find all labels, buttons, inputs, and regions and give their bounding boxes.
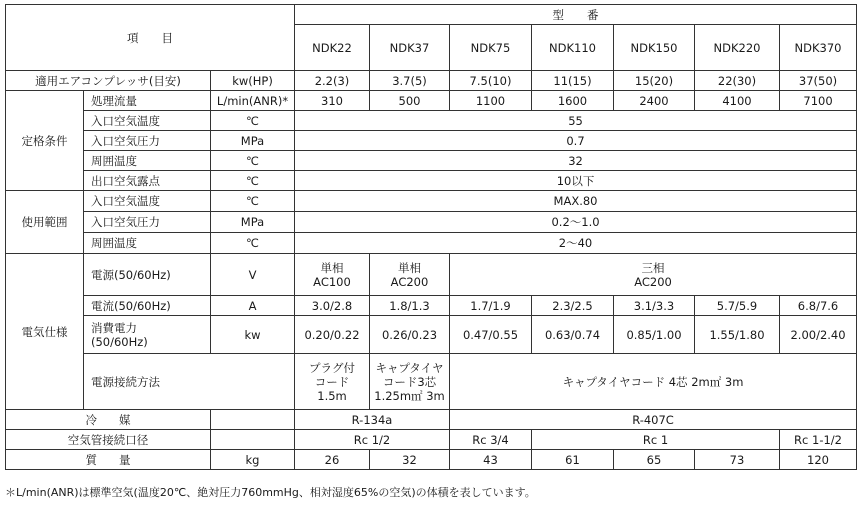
rated-dewpoint-unit: ℃ — [211, 171, 295, 191]
rated-flow-row — [6, 91, 857, 111]
flow-value: 1100 — [450, 91, 532, 111]
refrigerant-label-char: 媒 — [119, 412, 131, 427]
rated-inlet-pressure-label: 入口空気圧力 — [84, 131, 211, 151]
connection-rest: キャプタイヤコード 4芯 2m㎡ 3m — [450, 354, 857, 410]
compressor-value: 2.2(3) — [295, 71, 370, 91]
consumption-row — [6, 316, 857, 354]
rated-ambient-label: 周囲温度 — [84, 151, 211, 171]
spec-table — [5, 4, 857, 470]
mass-value: 73 — [695, 450, 780, 470]
rated-dewpoint-row — [6, 171, 857, 191]
refrigerant-value-2: R-407C — [450, 410, 857, 430]
mass-value: 120 — [780, 450, 857, 470]
current-label: 電流(50/60Hz) — [84, 296, 211, 316]
refrigerant-label — [6, 410, 211, 430]
header-item: 項 目 — [6, 5, 295, 71]
current-value: 2.3/2.5 — [532, 296, 614, 316]
rated-inlet-temp-value: 55 — [295, 111, 857, 131]
mass-value: 32 — [370, 450, 450, 470]
mass-value: 61 — [532, 450, 614, 470]
flow-value: 2400 — [614, 91, 695, 111]
rated-ambient-value: 32 — [295, 151, 857, 171]
model-ndk150: NDK150 — [614, 25, 695, 71]
mass-value: 43 — [450, 450, 532, 470]
spec-table-container — [5, 4, 856, 470]
model-ndk22: NDK22 — [295, 25, 370, 71]
mass-value: 26 — [295, 450, 370, 470]
connection-line: 1.25m㎡ 3m — [374, 388, 445, 403]
rated-ambient-row — [6, 151, 857, 171]
power-rest — [450, 254, 857, 296]
consumption-value: 0.26/0.23 — [370, 316, 450, 354]
header-row-1 — [6, 5, 857, 25]
flow-value: 1600 — [532, 91, 614, 111]
pipe-value-2: Rc 3/4 — [450, 430, 532, 450]
power-label: 電源(50/60Hz) — [84, 254, 211, 296]
power-voltage: AC200 — [390, 274, 429, 289]
rated-inlet-temp-unit: ℃ — [211, 111, 295, 131]
pipe-label: 空気管接続口径 — [6, 430, 211, 450]
power-phase: 三相 — [641, 260, 665, 275]
range-inlet-temp-row — [6, 191, 857, 212]
power-ndk37 — [370, 254, 450, 296]
connection-ndk22 — [295, 354, 370, 410]
consumption-label-line: (50/60Hz) — [91, 334, 148, 349]
range-inlet-temp-unit: ℃ — [211, 191, 295, 212]
range-inlet-pressure-value: 0.2～1.0 — [295, 212, 857, 233]
current-value: 1.8/1.3 — [370, 296, 450, 316]
power-row — [6, 254, 857, 296]
connection-ndk37 — [370, 354, 450, 410]
current-value: 3.1/3.3 — [614, 296, 695, 316]
consumption-value: 0.85/1.00 — [614, 316, 695, 354]
power-voltage: AC200 — [634, 274, 672, 289]
mass-row — [6, 450, 857, 470]
compressor-label: 適用エアコンプレッサ(目安) — [6, 71, 211, 91]
connection-row — [6, 354, 857, 410]
range-group-label: 使用範囲 — [6, 191, 84, 254]
consumption-unit: kw — [211, 316, 295, 354]
compressor-value: 3.7(5) — [370, 71, 450, 91]
range-inlet-pressure-unit: MPa — [211, 212, 295, 233]
mass-label-char: 質 — [85, 452, 97, 467]
consumption-value: 2.00/2.40 — [780, 316, 857, 354]
consumption-label-line: 消費電力 — [91, 320, 137, 335]
mass-value: 65 — [614, 450, 695, 470]
pipe-value-1: Rc 1/2 — [295, 430, 450, 450]
electrical-group-label: 電気仕様 — [6, 254, 84, 410]
power-phase: 単相 — [320, 260, 344, 275]
model-ndk220: NDK220 — [695, 25, 780, 71]
range-inlet-pressure-label: 入口空気圧力 — [84, 212, 211, 233]
rated-inlet-pressure-value: 0.7 — [295, 131, 857, 151]
flow-value: 310 — [295, 91, 370, 111]
power-unit: V — [211, 254, 295, 296]
compressor-value: 7.5(10) — [450, 71, 532, 91]
range-inlet-temp-label: 入口空気温度 — [84, 191, 211, 212]
connection-line: キャプタイヤ — [375, 360, 444, 375]
rated-inlet-temp-label: 入口空気温度 — [84, 111, 211, 131]
mass-label — [6, 450, 211, 470]
footnote: ＊L/min(ANR)は標準空気(温度20℃、絶対圧力760mmHg、相対湿度65%の空気)の体積を表しています。 — [5, 486, 536, 499]
pipe-row — [6, 430, 857, 450]
range-ambient-label: 周囲温度 — [84, 233, 211, 254]
compressor-row — [6, 71, 857, 91]
connection-line: プラグ付 — [309, 360, 355, 375]
flow-value: 500 — [370, 91, 450, 111]
flow-value: 7100 — [780, 91, 857, 111]
connection-line: 1.5m — [317, 388, 347, 403]
pipe-value-3: Rc 1 — [532, 430, 780, 450]
current-value: 5.7/5.9 — [695, 296, 780, 316]
consumption-value: 0.63/0.74 — [532, 316, 614, 354]
consumption-value: 0.47/0.55 — [450, 316, 532, 354]
connection-line: コード3芯 — [382, 374, 437, 389]
compressor-value: 15(20) — [614, 71, 695, 91]
flow-unit: L/min(ANR)* — [211, 91, 295, 111]
refrigerant-label-char: 冷 — [85, 412, 97, 427]
range-ambient-unit: ℃ — [211, 233, 295, 254]
range-inlet-temp-value: MAX.80 — [295, 191, 857, 212]
refrigerant-unit — [211, 410, 295, 430]
model-ndk370: NDK370 — [780, 25, 857, 71]
power-ndk22 — [295, 254, 370, 296]
header-model-group: 型 番 — [295, 5, 857, 25]
mass-unit: kg — [211, 450, 295, 470]
compressor-value: 11(15) — [532, 71, 614, 91]
rated-ambient-unit: ℃ — [211, 151, 295, 171]
current-value: 3.0/2.8 — [295, 296, 370, 316]
range-ambient-row — [6, 233, 857, 254]
pipe-value-4: Rc 1-1/2 — [780, 430, 857, 450]
power-phase: 単相 — [398, 260, 421, 275]
current-value: 6.8/7.6 — [780, 296, 857, 316]
mass-label-char: 量 — [119, 452, 131, 467]
rated-inlet-temp-row — [6, 111, 857, 131]
rated-inlet-pressure-row — [6, 131, 857, 151]
power-voltage: AC100 — [313, 274, 351, 289]
model-ndk37: NDK37 — [370, 25, 450, 71]
compressor-value: 37(50) — [780, 71, 857, 91]
model-ndk110: NDK110 — [532, 25, 614, 71]
rated-dewpoint-value: 10以下 — [295, 171, 857, 191]
consumption-value: 0.20/0.22 — [295, 316, 370, 354]
connection-line: コード — [314, 374, 350, 389]
flow-value: 4100 — [695, 91, 780, 111]
range-ambient-value: 2～40 — [295, 233, 857, 254]
consumption-label — [84, 316, 211, 354]
rated-group-label: 定格条件 — [6, 91, 84, 191]
refrigerant-row — [6, 410, 857, 430]
current-value: 1.7/1.9 — [450, 296, 532, 316]
consumption-value: 1.55/1.80 — [695, 316, 780, 354]
range-inlet-pressure-row — [6, 212, 857, 233]
rated-inlet-pressure-unit: MPa — [211, 131, 295, 151]
current-unit: A — [211, 296, 295, 316]
flow-label: 処理流量 — [84, 91, 211, 111]
model-ndk75: NDK75 — [450, 25, 532, 71]
compressor-value: 22(30) — [695, 71, 780, 91]
current-row — [6, 296, 857, 316]
connection-label: 電源接続方法 — [84, 354, 295, 410]
rated-dewpoint-label: 出口空気露点 — [84, 171, 211, 191]
compressor-unit: kw(HP) — [211, 71, 295, 91]
refrigerant-value-1: R-134a — [295, 410, 450, 430]
pipe-unit — [211, 430, 295, 450]
